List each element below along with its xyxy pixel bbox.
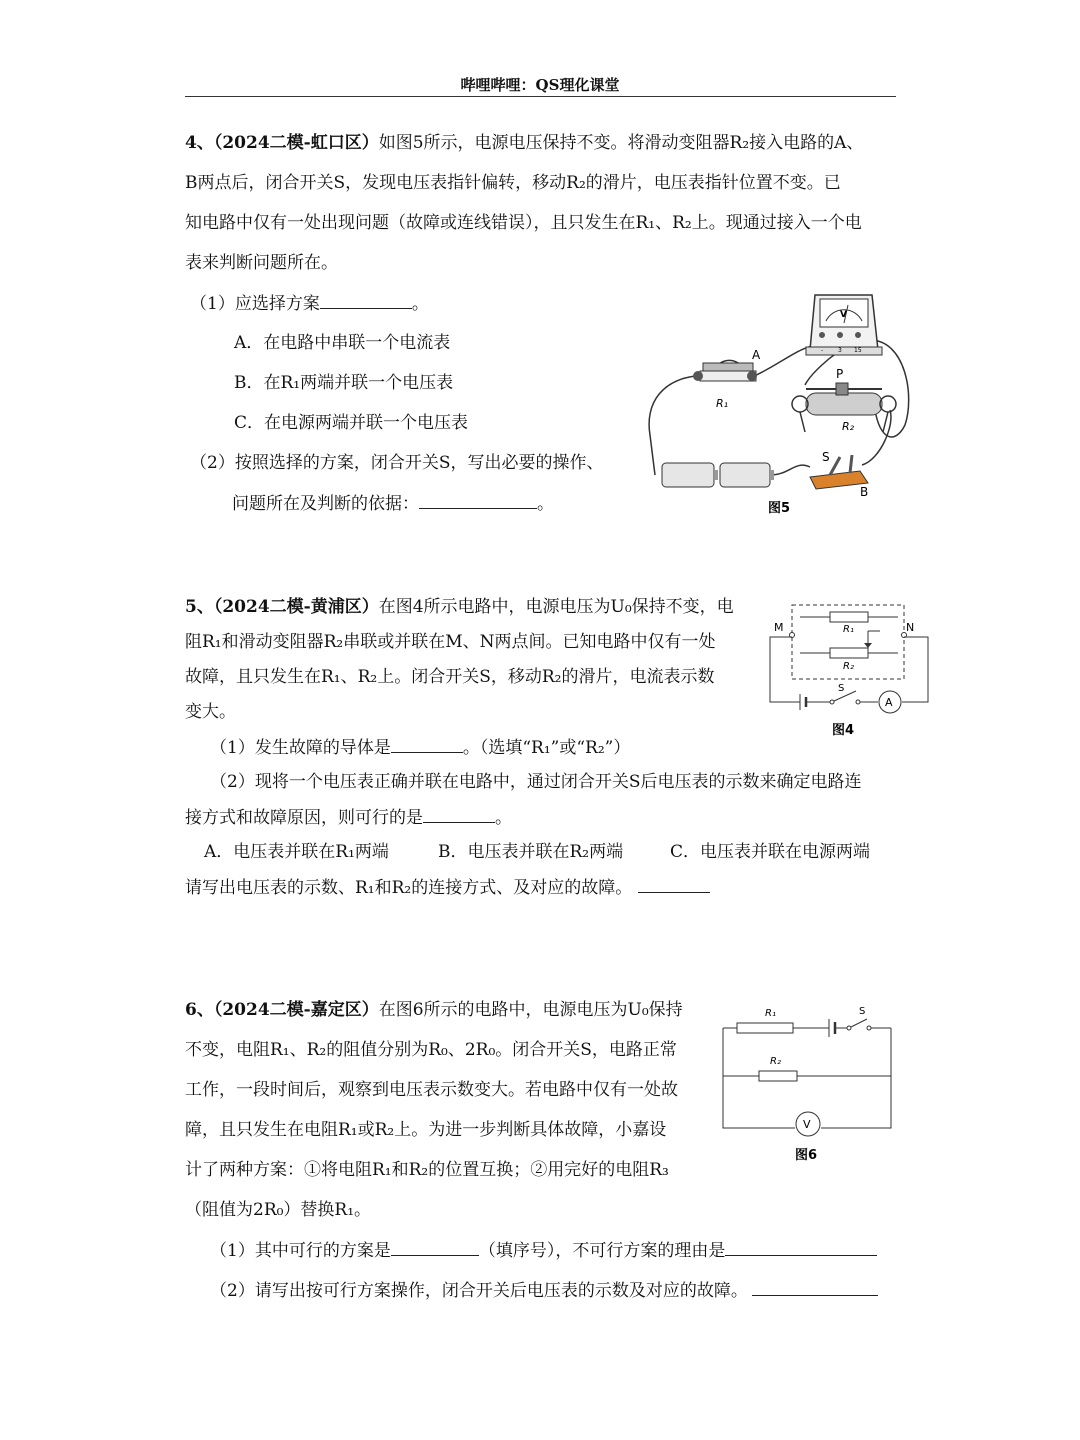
q4-text-1: 如图5所示，电源电压保持不变。将滑动变阻器R₂接入电路的A、 [378,133,864,153]
q5-final-line [185,876,710,899]
q5-sub2-text: 接方式和故障原因，则可行的是 [185,808,423,828]
q5-sub2-line-1: （2）现将一个电压表正确并联在电路中，通过闭合开关S后电压表的示数来确定电路连 [210,772,862,792]
q6-sub2-blank[interactable] [752,1279,878,1296]
fig5-scale-3: 3 [838,347,842,354]
fig5-terminal-3 [837,332,843,338]
fig5-label-r1: R₁ [716,397,729,410]
q4-sub2-blank[interactable] [419,492,537,509]
fig6-label-r2: R₂ [770,1056,781,1067]
fig6-meter-label: V [803,1118,811,1131]
q5-line-3: 故障，且只发生在R₁、R₂上。闭合开关S，移动R₂的滑片，电流表示数 [185,667,715,687]
figure-6-circuit [715,998,905,1173]
q5-sub2-line-2 [185,806,512,829]
q4-option-c: C．在电源两端并联一个电压表 [234,413,469,433]
q6-line-2: 不变，电阻R₁、R₂的阻值分别为R₀、2R₀。闭合开关S，电路正常 [185,1040,677,1060]
q5-final-blank[interactable] [638,876,710,893]
q6-line-1 [185,999,683,1021]
q5-source: （2024二模-黄浦区） [213,597,379,617]
fig5-battery-2 [720,463,774,487]
q5-number: 5、 [185,597,214,617]
fig5-label-s: S [822,450,830,464]
fig5-label-p: P [836,367,844,381]
q6-sub1-reason-blank[interactable] [725,1239,877,1256]
fig5-caption: 图5 [768,501,791,516]
q4-option-a: A．在电路中串联一个电流表 [234,333,451,353]
q5-option-b: B．电压表并联在R₂两端 [438,842,624,862]
q6-line-5: 计了两种方案：①将电阻R₁和R₂的位置互换；②用完好的电阻R₃ [185,1160,669,1180]
fig6-r2 [759,1071,797,1081]
page-header: 哔哩哔哩：QS理化课堂 [460,76,620,94]
q6-source: （2024二模-嘉定区） [213,1000,379,1020]
q6-line-4: 障，且只发生在电阻R₁或R₂上。为进一步判断具体故障，小嘉设 [185,1120,667,1140]
q5-sub1 [210,736,630,759]
figure-4-circuit [760,595,940,745]
fig5-switch [810,455,868,489]
fig6-caption: 图6 [795,1148,818,1163]
fig5-label-b: B [860,485,869,499]
q5-sub2-end: 。 [495,808,512,828]
q5-line-4: 变大。 [185,702,236,722]
q4-sub1-end: 。 [411,294,429,314]
q5-option-c: C．电压表并联在电源两端 [670,842,871,862]
q4-option-b: B．在R₁两端并联一个电压表 [234,373,454,393]
fig6-r1 [737,1023,793,1033]
fig5-label-a: A [752,348,761,362]
q5-line-2: 阻R₁和滑动变阻器R₂串联或并联在M、N两点间。已知电路中仅有一处 [185,632,716,652]
fig5-scale-15: 15 [854,347,862,354]
fig4-label-s: S [838,683,845,694]
q4-sub2-text: 问题所在及判断的依据： [232,494,419,514]
fig4-label-n: N [906,621,915,634]
fig4-label-r2: R₂ [843,661,854,672]
q5-sub1-end: 。（选填“R₁”或“R₂”） [462,738,631,758]
fig5-slider [836,383,848,395]
q4-line-1 [185,132,863,154]
fig5-scale-neg: - [821,347,824,354]
q6-sub1-text: （1）其中可行的方案是 [210,1241,391,1261]
q6-line-6: （阻值为2R₀）替换R₁。 [185,1200,372,1220]
q6-sub1-blank[interactable] [391,1239,479,1256]
q5-sub2-blank[interactable] [423,806,495,823]
fig5-terminal-neg [819,332,825,338]
fig5-battery-1 [662,463,718,487]
q4-source: （2024二模-虹口区） [213,133,379,153]
figure-5-circuit [640,285,920,525]
fig6-switch [851,1019,867,1027]
fig5-resistor-r1 [693,363,757,381]
q4-sub1 [190,292,429,315]
fig4-meter-label: A [885,696,893,709]
q6-number: 6、 [185,1000,214,1020]
fig5-label-r2: R₂ [842,420,855,433]
fig5-terminal-15 [855,332,861,338]
q6-sub2-text: （2）请写出按可行方案操作，闭合开关后电压表的示数及对应的故障。 [210,1281,748,1301]
fig4-label-r1: R₁ [843,624,854,635]
q5-line-1 [185,596,734,618]
q4-sub1-text: （1）应选择方案 [190,294,320,314]
q4-line-3: 知电路中仅有一处出现问题（故障或连线错误），且只发生在R₁、R₂上。现通过接入一个电 [185,213,862,233]
q4-sub2-line-1: （2）按照选择的方案，闭合开关S，写出必要的操作、 [190,453,604,473]
q4-line-2: B两点后，闭合开关S，发现电压表指针偏转，移动R₂的滑片，电压表指针位置不变。已 [185,173,841,193]
q5-sub1-text: （1）发生故障的导体是 [210,738,391,758]
q6-text-1: 在图6所示的电路中，电源电压为U₀保持 [378,1000,683,1020]
q5-final-text: 请写出电压表的示数、R₁和R₂的连接方式、及对应的故障。 [185,878,633,898]
fig4-r1 [830,612,868,622]
fig4-r2 [830,648,868,658]
q6-sub1 [210,1239,877,1262]
q4-sub2-end: 。 [537,494,554,514]
q4-line-4: 表来判断问题所在。 [185,253,338,273]
q6-line-3: 工作，一段时间后，观察到电压表示数变大。若电路中仅有一处故 [185,1080,678,1100]
fig5-wire-battery-switch [770,465,810,475]
fig6-label-s: S [859,1006,866,1017]
fig6-label-r1: R₁ [765,1008,776,1019]
fig4-slider-arrow [864,643,872,648]
fig5-voltmeter [806,295,882,355]
q5-text-1: 在图4所示电路中，电源电压为U₀保持不变，电 [378,597,734,617]
q4-number: 4、 [185,133,214,153]
q5-option-a: A．电压表并联在R₁两端 [204,842,389,862]
q6-sub1-mid: （填序号），不可行方案的理由是 [478,1241,726,1261]
fig4-caption: 图4 [832,723,855,738]
q4-sub1-blank[interactable] [320,292,412,309]
fig5-meter-label: V [840,310,847,320]
q5-sub1-blank[interactable] [391,736,463,753]
q6-sub2 [210,1279,878,1302]
q4-sub2-line-2 [232,492,554,515]
header-divider [185,96,896,97]
fig4-label-m: M [774,621,784,634]
